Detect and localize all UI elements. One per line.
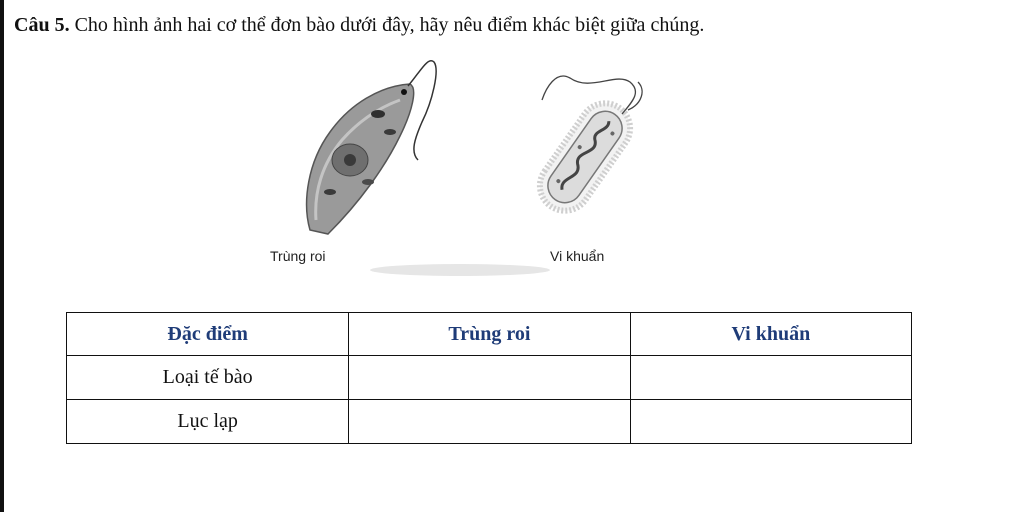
answer-cell-euglena-chloroplast[interactable] (349, 400, 630, 444)
header-euglena: Trùng roi (349, 313, 630, 356)
table-row (67, 356, 912, 400)
row-label-cell-type: Loại tế bào (67, 356, 349, 400)
euglena-caption: Trùng roi (270, 248, 326, 264)
header-characteristic: Đặc điểm (67, 313, 349, 356)
answer-cell-euglena-cell-type[interactable] (349, 356, 630, 400)
header-bacterium: Vi khuẩn (630, 313, 911, 356)
question-body: Cho hình ảnh hai cơ thể đơn bào dưới đây, hãy nêu điểm khác biệt giữa chúng. (74, 14, 705, 36)
question-text (14, 12, 704, 38)
euglena-illustration (307, 61, 436, 234)
question-number: Câu 5. (14, 14, 70, 36)
page-left-edge (0, 0, 4, 512)
bacterium-caption: Vi khuẩn (550, 248, 605, 264)
row-label-chloroplast: Lục lạp (67, 400, 349, 444)
comparison-table (66, 312, 912, 444)
table-header-row (67, 313, 912, 356)
shadow (370, 264, 550, 276)
answer-cell-bacterium-chloroplast[interactable] (630, 400, 911, 444)
answer-cell-bacterium-cell-type[interactable] (630, 356, 911, 400)
table-row (67, 400, 912, 444)
organisms-figure (250, 52, 670, 284)
bacterium-illustration (530, 76, 642, 220)
